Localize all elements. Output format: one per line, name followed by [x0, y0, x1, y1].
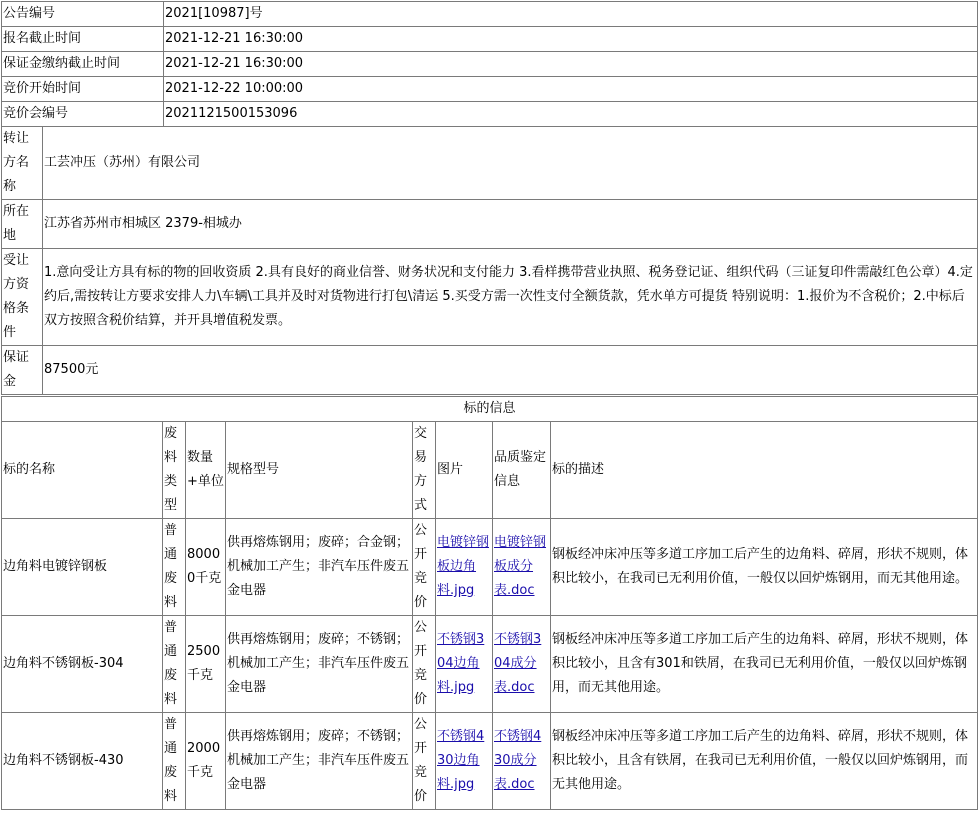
header-method: 交易方式	[413, 422, 436, 519]
header-type: 废料类型	[163, 422, 186, 519]
lot-image-link[interactable]: 不锈钢430边角料.jpg	[437, 729, 485, 792]
notice-label: 保证金缴纳截止时间	[2, 52, 164, 77]
header-name: 标的名称	[2, 422, 163, 519]
transferor-label: 转让方名称	[2, 127, 43, 200]
lot-method: 公开竞价	[413, 519, 436, 616]
lot-desc: 钢板经冲床冲压等多道工序加工后产生的边角料、碎屑，形状不规则，体积比较小，在我司已无利用价值，一般仅以回炉炼钢用，而无其他用途。	[551, 519, 978, 616]
deposit-row	[2, 346, 978, 395]
lot-quality-cell	[493, 519, 551, 616]
notice-label: 报名截止时间	[2, 27, 164, 52]
lot-method: 公开竞价	[413, 616, 436, 713]
lot-qty: 2500千克	[186, 616, 226, 713]
lot-name: 边角料不锈钢板-304	[2, 616, 163, 713]
table-row	[2, 713, 978, 810]
lots-header-row	[2, 422, 978, 519]
table-row	[2, 616, 978, 713]
lot-image-cell	[436, 616, 493, 713]
lot-desc: 钢板经冲床冲压等多道工序加工后产生的边角料、碎屑，形状不规则，体积比较小，且含有铁屑，在我司已无利用价值，一般仅以回炉炼钢用，而无其他用途。	[551, 713, 978, 810]
lot-quality-link[interactable]: 不锈钢430成分表.doc	[494, 729, 542, 792]
lot-qty: 2000千克	[186, 713, 226, 810]
lot-quality-cell	[493, 713, 551, 810]
transfer-info-table	[1, 126, 978, 395]
deposit-value: 87500元	[43, 346, 978, 395]
location-label: 所在地	[2, 200, 43, 249]
notice-row	[2, 77, 978, 102]
lot-name: 边角料不锈钢板-430	[2, 713, 163, 810]
notice-value: 2021-12-21 16:30:00	[164, 52, 978, 77]
table-row	[2, 519, 978, 616]
location-row	[2, 200, 978, 249]
header-spec: 规格型号	[226, 422, 413, 519]
qualification-value: 1.意向受让方具有标的物的回收资质 2.具有良好的商业信誉、财务状况和支付能力 3.看样携带营业执照、税务登记证、组织代码（三证复印件需敲红色公章）4.定约后,需按转让方要求安排人力\车辆\工具并及时对货物进行打包\清运 5.买受方需一次性支付全额货款，凭水单方可提货 特别说明：1.报价为不含税价；2.中标后双方按照含税价结算，并开具增值税发票。	[43, 249, 978, 346]
header-qty: 数量+单位	[186, 422, 226, 519]
lot-image-cell	[436, 519, 493, 616]
lot-image-link[interactable]: 电镀锌钢板边角料.jpg	[437, 535, 490, 598]
notice-label: 竞价开始时间	[2, 77, 164, 102]
lots-table	[1, 396, 978, 810]
lot-image-link[interactable]: 不锈钢304边角料.jpg	[437, 632, 485, 695]
lot-method: 公开竞价	[413, 713, 436, 810]
notice-table	[1, 1, 978, 127]
qualification-label: 受让方资格条件	[2, 249, 43, 346]
header-quality: 品质鉴定信息	[493, 422, 551, 519]
lot-image-cell	[436, 713, 493, 810]
notice-label: 公告编号	[2, 2, 164, 27]
transferor-value: 工芸冲压（苏州）有限公司	[43, 127, 978, 200]
header-image: 图片	[436, 422, 493, 519]
lot-quality-link[interactable]: 不锈钢304成分表.doc	[494, 632, 542, 695]
notice-value: 2021[10987]号	[164, 2, 978, 27]
transferor-row	[2, 127, 978, 200]
lot-quality-link[interactable]: 电镀锌钢板成分表.doc	[494, 535, 547, 598]
lot-spec: 供再熔炼钢用；废碎；不锈钢；机械加工产生；非汽车压件废五金电器	[226, 616, 413, 713]
notice-label: 竞价会编号	[2, 102, 164, 127]
notice-row	[2, 52, 978, 77]
notice-row	[2, 27, 978, 52]
header-desc: 标的描述	[551, 422, 978, 519]
lot-type: 普通废料	[163, 616, 186, 713]
lot-quality-cell	[493, 616, 551, 713]
lot-spec: 供再熔炼钢用；废碎；合金钢；机械加工产生；非汽车压件废五金电器	[226, 519, 413, 616]
lot-spec: 供再熔炼钢用；废碎；不锈钢；机械加工产生；非汽车压件废五金电器	[226, 713, 413, 810]
notice-row	[2, 102, 978, 127]
lot-type: 普通废料	[163, 519, 186, 616]
lot-qty: 80000千克	[186, 519, 226, 616]
notice-value: 2021-12-22 10:00:00	[164, 77, 978, 102]
notice-value: 2021121500153096	[164, 102, 978, 127]
section-title-row	[2, 397, 978, 422]
section-title: 标的信息	[2, 397, 978, 422]
lot-type: 普通废料	[163, 713, 186, 810]
deposit-label: 保证金	[2, 346, 43, 395]
qualification-row	[2, 249, 978, 346]
notice-row	[2, 2, 978, 27]
location-value: 江苏省苏州市相城区 2379-相城办	[43, 200, 978, 249]
lot-name: 边角料电镀锌钢板	[2, 519, 163, 616]
lot-desc: 钢板经冲床冲压等多道工序加工后产生的边角料、碎屑，形状不规则，体积比较小，且含有301和铁屑，在我司已无利用价值，一般仅以回炉炼钢用，而无其他用途。	[551, 616, 978, 713]
notice-value: 2021-12-21 16:30:00	[164, 27, 978, 52]
